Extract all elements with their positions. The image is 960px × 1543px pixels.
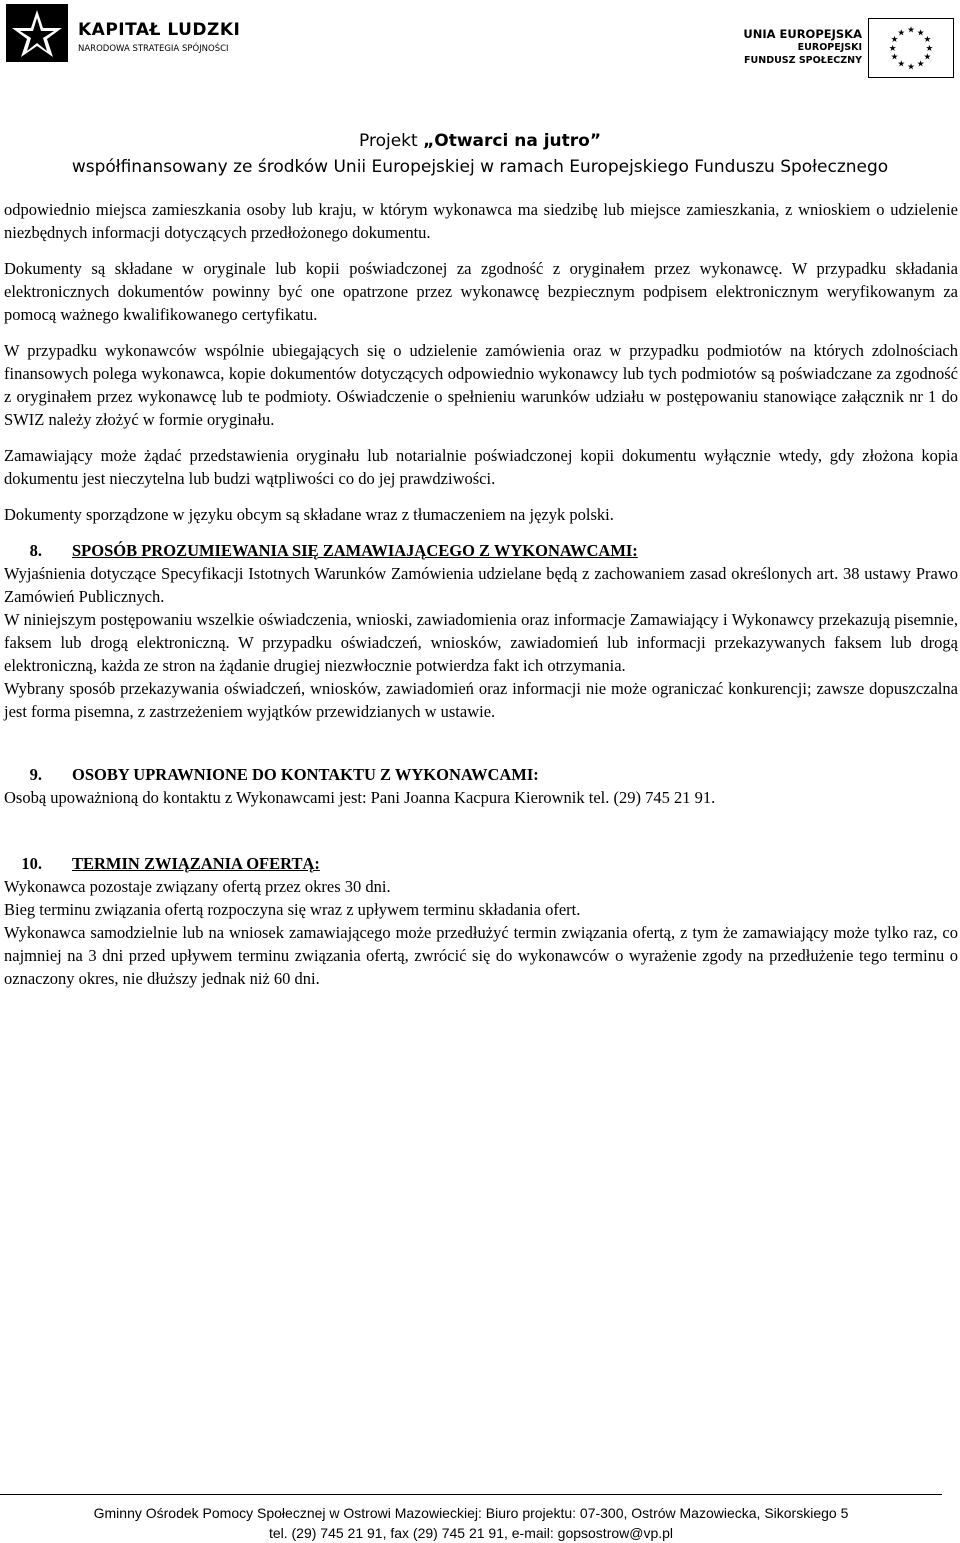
- kapital-ludzki-star-icon: [6, 4, 68, 62]
- eu-flag-icon: [868, 18, 954, 78]
- section-10-paragraph-2: Bieg terminu związania ofertą rozpoczyna się wraz z upływem terminu składania ofert.: [4, 900, 581, 919]
- svg-text:★: ★: [923, 52, 932, 63]
- svg-text:★: ★: [916, 28, 925, 39]
- section-10-paragraph-3: Wykonawca samodzielnie lub na wniosek zamawiającego może przedłużyć termin związania ofertą, z tym że zamawiający może tylko raz, co najmniej na 3 dni przed upływem terminu związania ofertą, zwrócić się do wykonawców o wyrażenie zgody na przedłużenie tego terminu o oznaczony okres, nie dłuższy jednak niż 60 dni.: [4, 923, 958, 988]
- svg-text:★: ★: [907, 25, 915, 36]
- svg-text:★: ★: [890, 52, 899, 63]
- footer-address: Gminny Ośrodek Pomocy Społecznej w Ostrowi Mazowieckiej: Biuro projektu: 07-300, Ostrów Mazowiecka, Sikorskiego 5: [93, 1505, 849, 1521]
- logo-left-title: KAPITAŁ LUDZKI: [78, 20, 241, 40]
- section-9-title: OSOBY UPRAWNIONE DO KONTAKTU Z WYKONAWCAMI:: [72, 765, 539, 784]
- kapital-ludzki-logo: [6, 4, 256, 62]
- section-10-heading: [4, 852, 958, 875]
- svg-text:★: ★: [897, 59, 906, 70]
- eu-logo-line1: UNIA EUROPEJSKA: [743, 27, 862, 41]
- section-10-paragraph-1: Wykonawca pozostaje związany ofertą przez okres 30 dni.: [4, 877, 391, 896]
- cofinancing-line: współfinansowany ze środków Unii Europejskiej w ramach Europejskiego Funduszu Społecznego: [71, 157, 889, 177]
- project-header: [0, 128, 960, 180]
- eu-logo-text: [743, 28, 862, 67]
- svg-text:★: ★: [923, 35, 932, 46]
- page-footer: [0, 1503, 942, 1543]
- logo-left-subtitle: NARODOWA STRATEGIA SPÓJNOŚCI: [78, 44, 229, 54]
- section-8-paragraph-3: Wybrany sposób przekazywania oświadczeń, wniosków, zawiadomień oraz informacji nie może ograniczać konkurencji; zawsze dopuszczalna jest forma pisemna, z zastrzeżeniem wyjątków przewidzianych w ustawie.: [4, 679, 958, 721]
- eu-logo: [743, 18, 954, 80]
- paragraph-1: odpowiednio miejsca zamieszkania osoby lub kraju, w którym wykonawca ma siedzibę lub miejsce zamieszkania, z wnioskiem o udzielenie niezbędnych informacji dotyczących przedłożonego dokumentu.: [4, 200, 958, 242]
- document-body: [4, 198, 958, 990]
- svg-text:★: ★: [925, 43, 934, 54]
- svg-text:★: ★: [897, 28, 906, 39]
- section-9-paragraph-1: Osobą upoważnioną do kontaktu z Wykonawcami jest: Pani Joanna Kacpura Kierownik tel. (29) 745 21 91.: [4, 788, 716, 807]
- section-9-heading: [4, 763, 958, 786]
- eu-logo-line2: EUROPEJSKI: [797, 42, 862, 53]
- paragraph-4: Zamawiający może żądać przedstawienia oryginału lub notarialnie poświadczonej kopii dokumentu wyłącznie wtedy, gdy złożona kopia dokumentu jest nieczytelna lub budzi wątpliwości co do jej prawdziwości.: [4, 446, 958, 488]
- eu-logo-line3: FUNDUSZ SPOŁECZNY: [744, 55, 862, 66]
- svg-text:★: ★: [888, 43, 897, 54]
- svg-text:★: ★: [890, 35, 899, 46]
- svg-text:★: ★: [916, 59, 925, 70]
- section-8-title: SPOSÓB PROZUMIEWANIA SIĘ ZAMAWIAJĄCEGO Z WYKONAWCAMI:: [72, 541, 638, 560]
- project-title-line: [0, 128, 960, 154]
- footer-contact: tel. (29) 745 21 91, fax (29) 745 21 91, e-mail: gopsostrow@vp.pl: [268, 1525, 674, 1541]
- section-8-number: 8.: [29, 541, 42, 560]
- section-8-paragraph-1: Wyjaśnienia dotyczące Specyfikacji Istotnych Warunków Zamówienia udzielane będą z zachowaniem zasad określonych art. 38 ustawy Prawo Zamówień Publicznych.: [4, 564, 958, 606]
- paragraph-2: Dokumenty są składane w oryginale lub kopii poświadczonej za zgodność z oryginałem przez wykonawcę. W przypadku składania elektronicznych dokumentów powinny być one opatrzone przez wykonawcę bezpiecznym podpisem elektronicznym weryfikowanym za pomocą ważnego kwalifikowanego certyfikatu.: [4, 259, 958, 324]
- paragraph-5: Dokumenty sporządzone w języku obcym są składane wraz z tłumaczeniem na język polski.: [4, 505, 614, 524]
- project-prefix: Projekt: [359, 131, 424, 151]
- project-name: „Otwarci na jutro”: [423, 131, 601, 151]
- section-10-title: TERMIN ZWIĄZANIA OFERTĄ:: [72, 854, 320, 873]
- svg-text:★: ★: [907, 62, 915, 73]
- section-8-heading: [4, 539, 958, 562]
- section-10-number: 10.: [21, 854, 42, 873]
- paragraph-3: W przypadku wykonawców wspólnie ubiegających się o udzielenie zamówienia oraz w przypadku podmiotów na których zdolnościach finansowych polega wykonawca, kopie dokumentów dotyczących odpowiednio wykonawcy lub tych podmiotów są poświadczane za zgodność z oryginałem przez wykonawcę lub te podmioty. Oświadczenie o spełnieniu warunków udziału w postępowaniu stanowiące załącznik nr 1 do SWIZ należy złożyć w formie oryginału.: [4, 341, 958, 429]
- section-9-number: 9.: [29, 765, 42, 784]
- footer-divider: [0, 1494, 942, 1495]
- section-8-paragraph-2: W niniejszym postępowaniu wszelkie oświadczenia, wnioski, zawiadomienia oraz informacje Zamawiający i Wykonawcy przekazują pisemnie, faksem lub drogą elektroniczną. W przypadku oświadczeń, wniosków, zawiadomień lub informacji przekazywanych faksem lub drogą elektroniczną, każda ze stron na żądanie drugiej niezwłocznie potwierdza fakt ich otrzymania.: [4, 610, 958, 675]
